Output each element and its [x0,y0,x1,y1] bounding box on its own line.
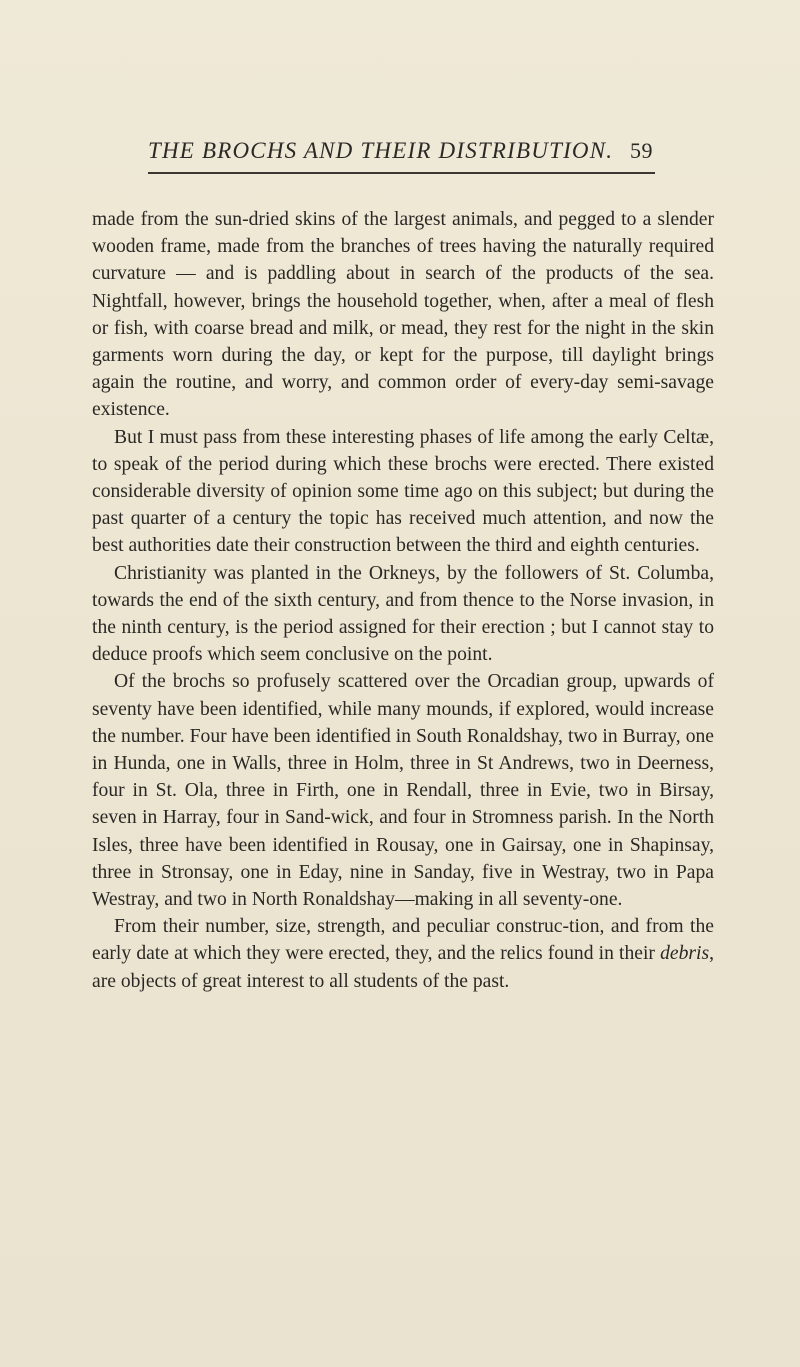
paragraph-5-text-after: , are objects of great interest to all students of the past. [92,943,714,992]
paragraph-5 [92,913,714,995]
paragraph-5-emphasis: debris [660,943,710,965]
paragraph-5-text-before: From their number, size, strength, and peculiar construc-tion, and from the early date at which they were erected, they, and the relics found in their [92,916,714,965]
paragraph-2: But I must pass from these interesting phases of life among the early Celtæ, to speak of the period during which these brochs were erected. There existed considerable diversity of opinion some time ago on this subject; but during the past quarter of a century the topic has received much attention, and now the best authorities date their construction between the third and eighth centuries. [92,426,714,557]
page-header [148,138,653,168]
body-text [92,206,714,995]
paragraph-1: made from the sun-dried skins of the largest animals, and pegged to a slender wooden frame, made from the branches of trees having the naturally required curvature — and is paddling about in search of the products of the sea. Nightfall, however, brings the household together, when, after a meal of flesh or fish, with coarse bread and milk, or mead, they rest for the night in the skin garments worn during the day, or kept for the purpose, till daylight brings again the routine, and worry, and common order of every-day semi-savage existence. [92,209,714,421]
paragraph-3: Christianity was planted in the Orkneys, by the followers of St. Columba, towards the end of the sixth century, and from thence to the Norse invasion, in the ninth century, is the period assigned for their erection ; but I cannot stay to deduce proofs which seem conclusive on the point. [92,562,714,666]
header-rule [148,172,655,174]
running-title: THE BROCHS AND THEIR DISTRIBUTION. [148,138,614,163]
paragraph-4: Of the brochs so profusely scattered over the Orcadian group, upwards of seventy have been identified, while many mounds, if explored, would increase the number. Four have been identified in South Ronaldshay, two in Burray, one in Hunda, one in Walls, three in Holm, three in St Andrews, two in Deerness, four in St. Ola, three in Firth, one in Rendall, three in Evie, two in Birsay, seven in Harray, four in Sand-wick, and four in Stromness parish. In the North Isles, three have been identified in Rousay, one in Gairsay, one in Shapinsay, three in Stronsay, one in Eday, nine in Sanday, five in Westray, two in Papa Westray, and two in North Ronaldshay—making in all seventy-one. [92,671,714,911]
page-number: 59 [630,138,653,163]
